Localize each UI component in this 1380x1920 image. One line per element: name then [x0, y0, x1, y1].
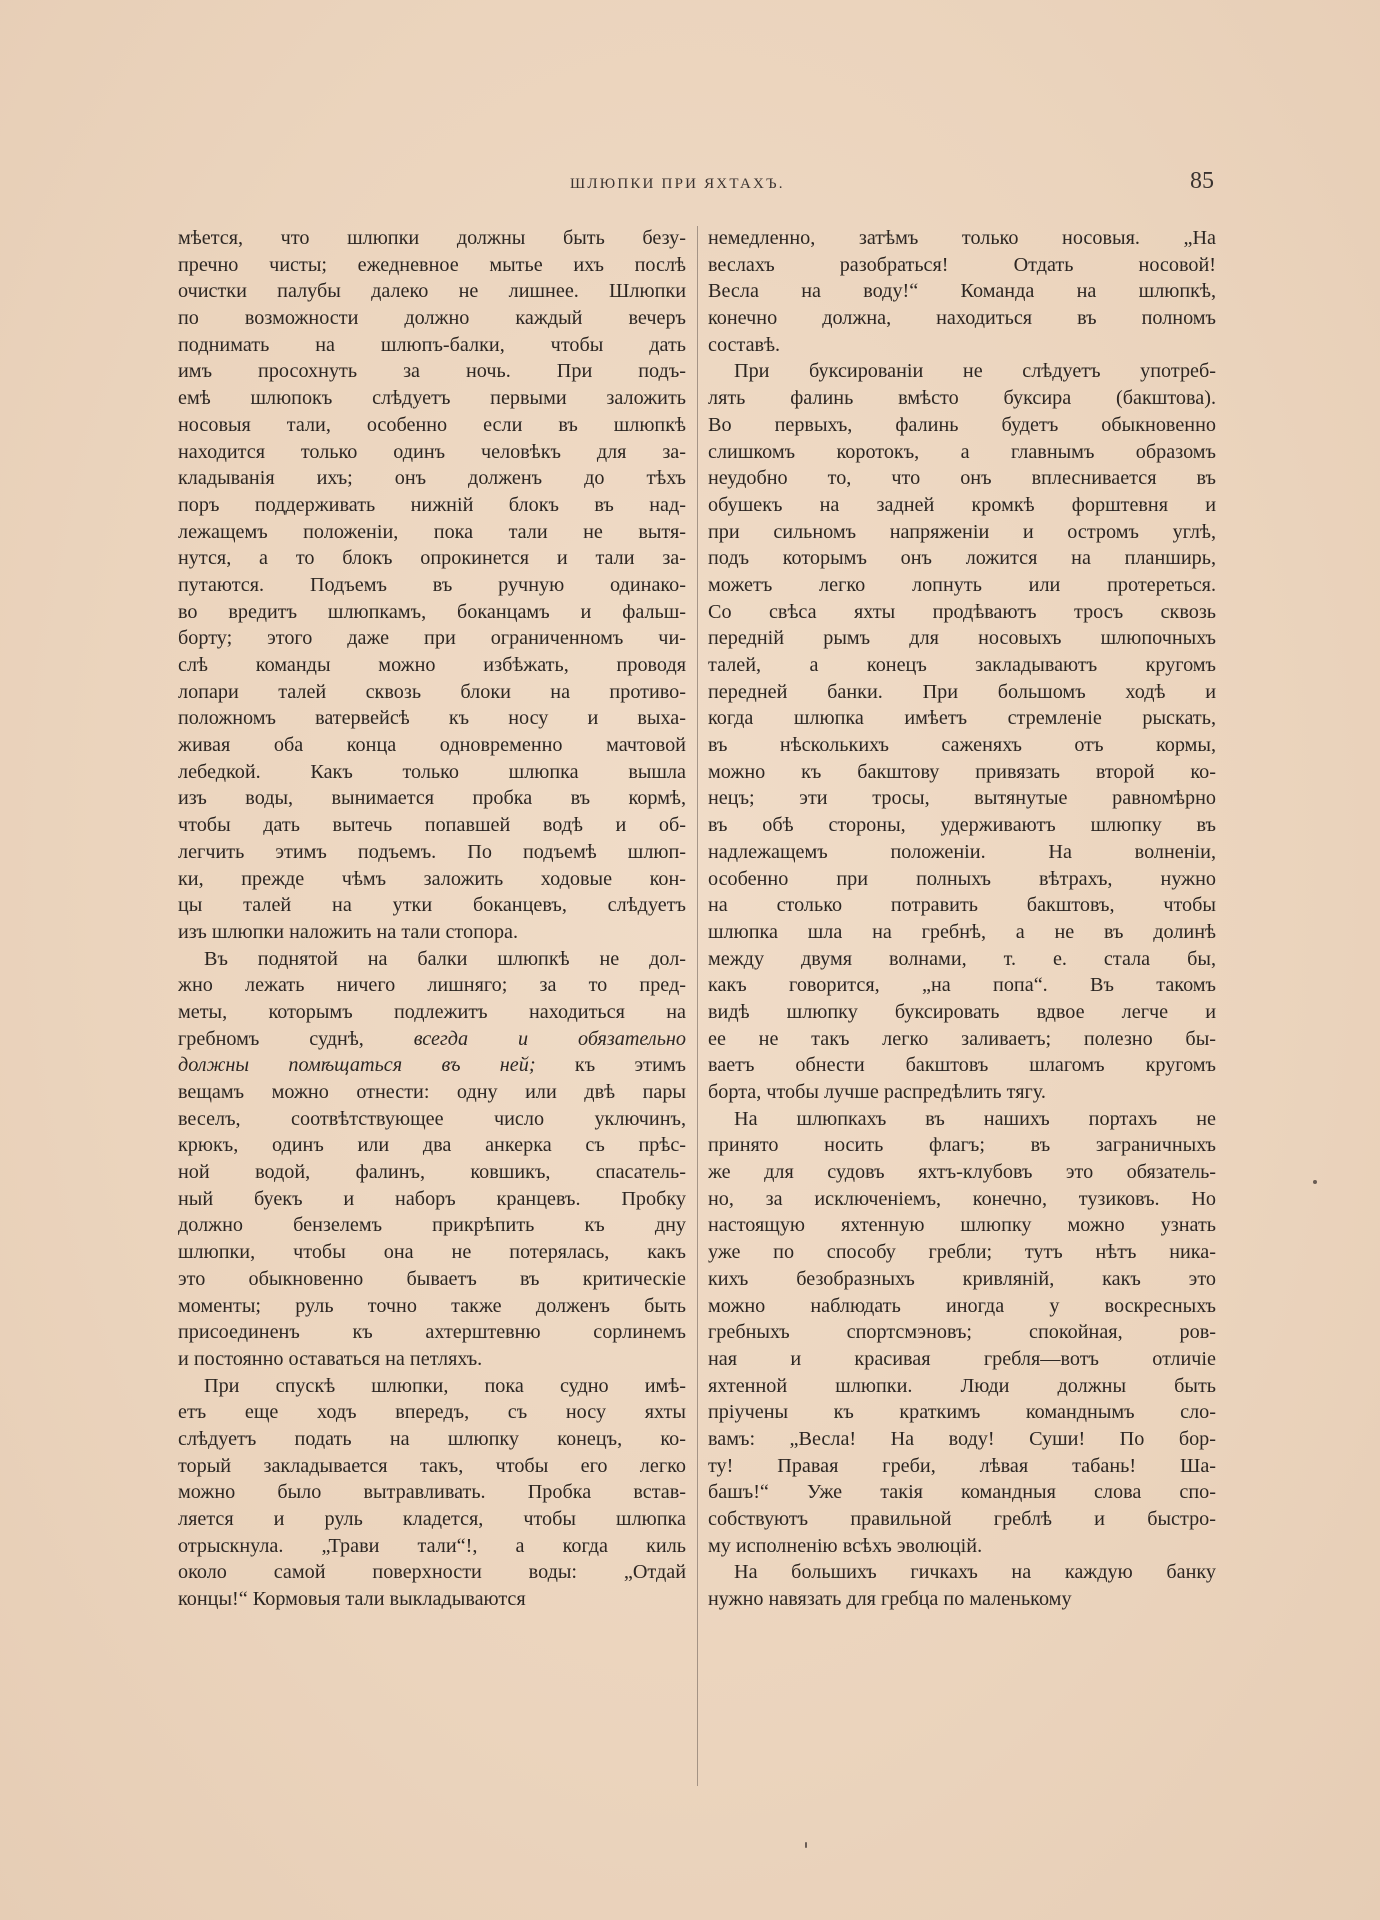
text-line: Во первыхъ, фалинь будетъ обыкновенно	[708, 413, 1216, 436]
text-line: имъ просохнуть за ночь. При подъ-	[178, 360, 686, 383]
text-line: когда шлюпка имѣетъ стремленіе рыскать,	[708, 707, 1216, 730]
text-line: надлежащемъ положеніи. На волненіи,	[708, 840, 1216, 863]
text-line: борта, чтобы лучше распредѣлить тягу.	[708, 1081, 1046, 1103]
text-line: нецъ; эти тросы, вытянутые равномѣрно	[708, 787, 1216, 810]
text-line: принято носить флагъ; въ заграничныхъ	[708, 1134, 1216, 1157]
text-line: легчить этимъ подъемъ. По подъемѣ шлюп-	[178, 840, 686, 863]
text-line: изъ воды, вынимается пробка въ кормѣ,	[178, 787, 686, 810]
text-line: находится только одинъ человѣкъ для за-	[178, 440, 686, 463]
text-line: составѣ.	[708, 333, 781, 356]
text-line: ляется и руль кладется, чтобы шлюпка	[178, 1508, 686, 1530]
text-line: ный буекъ и наборъ кранцевъ. Пробку	[178, 1187, 686, 1210]
running-head: ШЛЮПКИ ПРИ ЯХТАХЪ.	[570, 176, 785, 192]
text-line: неудобно то, что онъ вплеснивается въ	[708, 467, 1216, 490]
text-line: ее не такъ легко заливаетъ; полезно бы-	[708, 1027, 1216, 1050]
text-line: положномъ ватервейсѣ къ носу и выха-	[178, 707, 686, 730]
text-line: мѣется, что шлюпки должны быть безу-	[178, 227, 686, 249]
text-line: очистки палубы далеко не лишнее. Шлюпки	[178, 280, 686, 303]
right-column	[708, 225, 1216, 1613]
text-line: жно лежать ничего лишняго; за то пред-	[178, 974, 686, 997]
text-line: Весла на воду!“ Команда на шлюпкѣ,	[708, 280, 1216, 303]
text-line: отрыскнула. „Трави тали“!, а когда киль	[178, 1534, 686, 1557]
text-line: крюкъ, одинъ или два анкерка съ прѣс-	[178, 1134, 686, 1157]
text-line: ваетъ обнести бакштовъ шлагомъ кругомъ	[708, 1054, 1216, 1077]
text-line: цы талей на утки боканцевъ, слѣдуетъ	[178, 894, 686, 917]
left-column	[178, 225, 686, 1613]
text-line: пречно чисты; ежедневное мытье ихъ послѣ	[178, 253, 686, 276]
text-line: при сильномъ напряженіи и остромъ углѣ,	[708, 520, 1216, 543]
text-line: нужно навязать для гребца по маленькому	[708, 1588, 1072, 1611]
text-line: кихъ безобразныхъ кривляній, какъ это	[708, 1267, 1216, 1290]
text-line: меты, которымъ подлежитъ находиться на	[178, 1000, 686, 1023]
text-line: передній рымъ для носовыхъ шлюпочныхъ	[708, 627, 1216, 650]
text-line: Въ поднятой на балки шлюпкѣ не дол-	[204, 947, 686, 970]
column-divider	[697, 226, 698, 1786]
text-line: обушекъ на задней кромкѣ форштевня и	[708, 493, 1216, 516]
text-line: ки, прежде чѣмъ заложить ходовые кон-	[178, 867, 686, 890]
text-line: въ обѣ стороны, удерживаютъ шлюпку въ	[708, 814, 1216, 837]
text-line: поръ поддерживать нижній блокъ въ над-	[178, 493, 686, 516]
text-line: можно было вытравливать. Пробка встав-	[178, 1481, 686, 1504]
text-line: торый закладывается такъ, чтобы его легко	[178, 1454, 686, 1477]
text-line: видѣ шлюпку буксировать вдвое легче и	[708, 1000, 1216, 1023]
text-line: чтобы дать вытечь попавшей водѣ и об-	[178, 814, 686, 837]
text-line: около самой поверхности воды: „Отдай	[178, 1561, 686, 1584]
text-line: должны помѣщаться въ ней; къ этимъ	[178, 1054, 686, 1077]
paper-mark	[805, 1842, 807, 1848]
page-number: 85	[1190, 168, 1214, 194]
text-line: гребныхъ спортсмэновъ; спокойная, ров-	[708, 1321, 1216, 1344]
text-line: кладыванія ихъ; онъ долженъ до тѣхъ	[178, 467, 686, 490]
text-line: На большихъ гичкахъ на каждую банку	[734, 1561, 1216, 1584]
text-line: башъ!“ Уже такія командныя слова спо-	[708, 1481, 1216, 1504]
text-line: въ нѣсколькихъ саженяхъ отъ кормы,	[708, 734, 1216, 757]
text-line: слѣдуетъ подать на шлюпку конецъ, ко-	[178, 1427, 686, 1450]
text-line: немедленно, затѣмъ только носовыя. „На	[708, 227, 1216, 249]
text-line: лежащемъ положеніи, пока тали не вытя-	[178, 520, 686, 543]
text-line: шлюпка шла на гребнѣ, а не въ долинѣ	[708, 920, 1216, 943]
text-line: присоединенъ къ ахтерштевню сорлинемъ	[178, 1321, 686, 1344]
text-line: какъ говорится, „на попа“. Въ такомъ	[708, 974, 1216, 997]
text-line: подъ которымъ онъ ложится на планширь,	[708, 547, 1216, 570]
text-line: же для судовъ яхтъ-клубовъ это обязатель-	[708, 1161, 1216, 1184]
text-line: передней банки. При большомъ ходѣ и	[708, 680, 1216, 703]
text-line: веслахъ разобраться! Отдать носовой!	[708, 253, 1216, 276]
text-line: уже по способу гребли; тутъ нѣтъ ника-	[708, 1241, 1216, 1264]
text-line: шлюпки, чтобы она не потерялась, какъ	[178, 1241, 686, 1264]
text-line: слишкомъ коротокъ, а главнымъ образомъ	[708, 440, 1216, 463]
text-line: борту; этого даже при ограниченномъ чи-	[178, 627, 686, 650]
text-line: это обыкновенно бываетъ въ критическіе	[178, 1267, 686, 1290]
text-line: етъ еще ходъ впередъ, съ носу яхты	[178, 1401, 686, 1424]
text-line: можетъ легко лопнуть или протереться.	[708, 573, 1216, 596]
text-line: носовыя тали, особенно если въ шлюпкѣ	[178, 413, 686, 436]
text-line: На шлюпкахъ въ нашихъ портахъ не	[734, 1107, 1216, 1130]
text-line: ная и красивая гребля—вотъ отличіе	[708, 1347, 1216, 1370]
text-line: яхтенной шлюпки. Люди должны быть	[708, 1374, 1216, 1397]
text-line: лять фалинь вмѣсто буксира (бакштова).	[708, 387, 1216, 410]
text-line: на столько потравить бакштовъ, чтобы	[708, 894, 1216, 917]
text-line: можно наблюдать иногда у воскресныхъ	[708, 1294, 1216, 1317]
text-line: живая оба конца одновременно мачтовой	[178, 734, 686, 757]
text-line: конечно должна, находиться въ полномъ	[708, 307, 1216, 330]
text-line: можно къ бакштову привязать второй ко-	[708, 760, 1216, 783]
text-line: между двумя волнами, т. е. стала бы,	[708, 947, 1216, 970]
text-line: лебедкой. Какъ только шлюпка вышла	[178, 760, 686, 783]
text-line: вещамъ можно отнести: одну или двѣ пары	[178, 1081, 686, 1103]
text-line: путаются. Подъемъ въ ручную одинако-	[178, 573, 686, 596]
text-line: нутся, а то блокъ опрокинется и тали за-	[178, 547, 686, 570]
text-line: во вредитъ шлюпкамъ, боканцамъ и фальш-	[178, 600, 686, 623]
text-line: моменты; руль точно также долженъ быть	[178, 1294, 686, 1317]
text-line: но, за исключеніемъ, конечно, тузиковъ. Но	[708, 1187, 1216, 1210]
text-line: должно бензелемъ прикрѣпить къ дну	[178, 1214, 686, 1237]
text-line: слѣ команды можно избѣжать, проводя	[178, 654, 686, 676]
text-line: особенно при полныхъ вѣтрахъ, нужно	[708, 867, 1216, 890]
text-line: При буксированіи не слѣдуетъ употреб-	[734, 360, 1216, 383]
text-line: веселъ, соотвѣтствующее число уключинъ,	[178, 1107, 686, 1130]
text-line: по возможности должно каждый вечеръ	[178, 307, 686, 330]
paper-speck	[1313, 1180, 1317, 1184]
text-line: емѣ шлюпокъ слѣдуетъ первыми заложить	[178, 387, 686, 410]
text-line: му исполненію всѣхъ эволюцій.	[708, 1534, 983, 1557]
text-line: При спускѣ шлюпки, пока судно имѣ-	[204, 1374, 686, 1397]
text-line: поднимать на шлюпъ-балки, чтобы дать	[178, 333, 686, 356]
text-line: талей, а конецъ закладываютъ кругомъ	[708, 654, 1216, 676]
text-line: ту! Правая греби, лѣвая табань! Ша-	[708, 1454, 1216, 1477]
text-line: вамъ: „Весла! На воду! Суши! По бор-	[708, 1427, 1216, 1450]
text-line: изъ шлюпки наложить на тали стопора.	[178, 920, 519, 943]
text-line: концы!“ Кормовыя тали выкладываются	[178, 1588, 526, 1611]
text-line: пріучены къ краткимъ команднымъ сло-	[708, 1401, 1216, 1424]
text-line: ной водой, фалинъ, ковшикъ, спасатель-	[178, 1161, 686, 1184]
text-line: гребномъ суднѣ, всегда и обязательно	[178, 1027, 686, 1050]
text-line: собствуютъ правильной греблѣ и быстро-	[708, 1508, 1216, 1530]
text-line: лопари талей сквозь блоки на противо-	[178, 680, 686, 703]
text-line: настоящую яхтенную шлюпку можно узнать	[708, 1214, 1216, 1237]
text-line: и постоянно оставаться на петляхъ.	[178, 1347, 483, 1370]
text-line: Со свѣса яхты продѣваютъ тросъ сквозь	[708, 600, 1216, 623]
